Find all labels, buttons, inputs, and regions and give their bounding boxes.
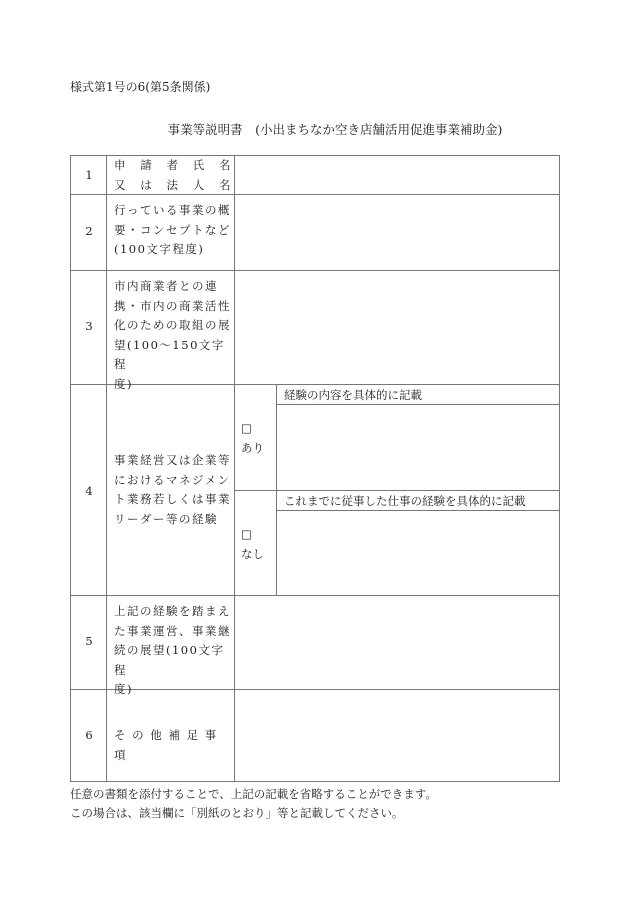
row-label: 市内商業者との連 携・市内の商業活性 化のための取組の展 望(100～150文字程 度): [114, 279, 231, 391]
instruction-no: これまでに従事した仕事の経験を具体的に記載: [284, 494, 526, 508]
option-yes[interactable]: □ あり: [241, 418, 264, 458]
row-number: 2: [85, 224, 93, 238]
option-no[interactable]: □ なし: [241, 524, 264, 564]
row-number: 3: [85, 319, 93, 333]
checkbox-no[interactable]: □: [241, 527, 252, 541]
instruction-yes: 経験の内容を具体的に記載: [284, 388, 422, 402]
row-label: 行っている事業の概 要・コンセプトなど (100文字程度): [114, 203, 231, 256]
applicant-name-field[interactable]: [235, 156, 559, 194]
row-number: 6: [85, 728, 93, 742]
note-line-1: 任意の書類を添付することで、上記の記載を省略することができます。: [70, 787, 437, 801]
row-label: 事業経営又は企業等 におけるマネジメン ト業務若しくは事業 リーダー等の経験: [114, 453, 231, 526]
business-continuity-field[interactable]: [235, 596, 559, 689]
experience-detail-field[interactable]: [277, 405, 559, 490]
row-number: 1: [85, 168, 93, 182]
business-overview-field[interactable]: [235, 195, 559, 270]
checkbox-yes[interactable]: □: [241, 421, 252, 435]
document-title: 事業等説明書 (小出まちなか空き店舗活用促進事業補助金): [167, 122, 503, 137]
divider: [106, 156, 107, 781]
divider: [234, 490, 559, 491]
row-label: 申 請 者 氏 名 又 は 法 人 名: [114, 158, 232, 192]
row-number: 5: [85, 634, 93, 648]
row-label: 上記の経験を踏まえ た事業運営、事業継 続の展望(100文字程 度): [114, 604, 231, 696]
row-label: そ の 他 補 足 事 項: [114, 728, 218, 762]
work-experience-field[interactable]: [277, 511, 559, 595]
explanation-table: [70, 155, 560, 782]
supplementary-notes-field[interactable]: [235, 690, 559, 781]
row-number: 4: [85, 484, 93, 498]
note-line-2: この場合は、該当欄に「別紙のとおり」等と記載してください。: [70, 806, 404, 820]
form-number: 様式第1号の6(第5条関係): [70, 80, 211, 94]
collaboration-outlook-field[interactable]: [235, 271, 559, 384]
